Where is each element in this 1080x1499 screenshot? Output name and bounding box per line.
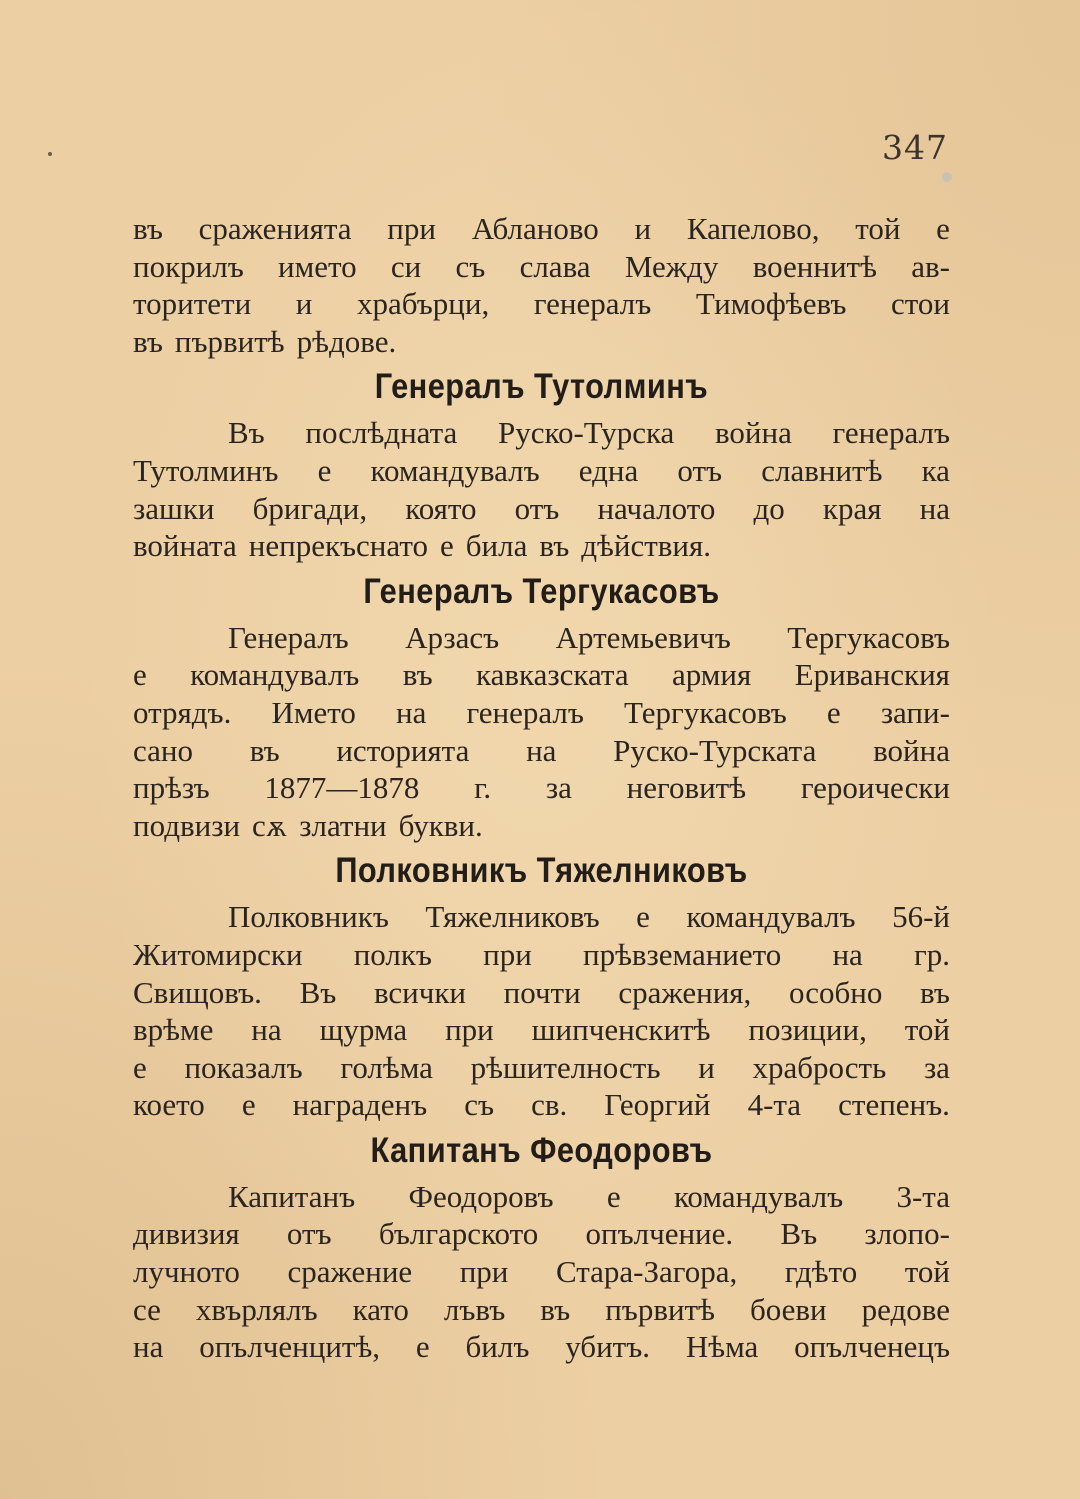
word: на [526, 732, 557, 768]
word: гр. [914, 936, 950, 972]
word: шипченскитѣ [531, 1012, 711, 1048]
word: Стара-Загора, [555, 1254, 738, 1290]
word: съ [455, 248, 486, 284]
word: зашки [133, 490, 215, 526]
word: война [873, 732, 950, 768]
word: 3-та [896, 1178, 950, 1214]
word: билъ [465, 1329, 530, 1365]
text-line [133, 1215, 950, 1253]
word: Георгий [604, 1087, 711, 1123]
page-number: 347 [882, 128, 948, 167]
word: той [904, 1254, 950, 1290]
word: гдѣто [784, 1254, 858, 1290]
word: сражения, [618, 974, 752, 1010]
word: особно [788, 974, 883, 1010]
text-line [133, 248, 950, 286]
word: дѣйствия. [581, 528, 711, 564]
word: Руско-Турска [498, 415, 675, 451]
word: една [578, 452, 639, 488]
word: първитѣ [605, 1291, 715, 1327]
word: Ериванския [794, 657, 950, 693]
word: Полковникъ [228, 899, 389, 935]
word: Нѣма [685, 1329, 759, 1365]
word: показалъ [184, 1049, 303, 1085]
section-tergukasov [133, 565, 950, 845]
word: въ [402, 657, 433, 693]
section-heading: Полковникъ Тяжелниковъ [335, 851, 748, 891]
word: златни [299, 807, 387, 843]
word: торитети [133, 286, 252, 322]
word: сраженията [198, 211, 352, 246]
word: и [295, 286, 313, 322]
word: била [465, 528, 528, 564]
text-line [133, 490, 950, 528]
word: г. [474, 770, 492, 806]
word: което [133, 1087, 205, 1123]
text-line [133, 974, 950, 1012]
word: генералъ [832, 415, 950, 451]
word: 56-й [892, 899, 950, 935]
intro-paragraph [133, 210, 950, 360]
text-line [133, 414, 950, 452]
word: е [826, 694, 841, 730]
word: въ [540, 1291, 571, 1327]
word: въ [133, 211, 163, 246]
section-tyazhelnikov [133, 844, 950, 1124]
word: позиции, [748, 1012, 867, 1048]
text-line [133, 1291, 950, 1329]
word: отъ [286, 1216, 332, 1252]
word: командувалъ [190, 657, 360, 693]
word: врѣме [133, 1012, 214, 1048]
word: всички [373, 974, 466, 1010]
section-heading: Генералъ Тутолминъ [374, 367, 709, 407]
word: неговитѣ [626, 770, 747, 806]
word: при [459, 1254, 509, 1290]
word: Тимофѣевъ [695, 286, 847, 322]
word: на [832, 936, 863, 972]
word: при [445, 1012, 494, 1048]
section-feodorov [133, 1124, 950, 1366]
word: голѣма [340, 1049, 433, 1085]
word: историята [336, 732, 470, 768]
word: убитъ. [565, 1329, 650, 1365]
word: той [904, 1012, 950, 1048]
word: си [390, 248, 422, 284]
word: при [387, 211, 436, 246]
text-line [133, 807, 950, 845]
word: края [822, 490, 882, 526]
word: отъ [514, 490, 560, 526]
word: лучното [133, 1254, 240, 1290]
word: армия [672, 657, 752, 693]
word: война [714, 415, 792, 451]
word: отъ [677, 452, 723, 488]
word: Името [271, 694, 356, 730]
word: при [483, 936, 532, 972]
word: въ [249, 732, 280, 768]
word: Артемьевичъ [555, 619, 731, 655]
word: награденъ [292, 1087, 428, 1123]
word: се [133, 1291, 161, 1327]
section-heading: Генералъ Тергукасовъ [363, 571, 720, 611]
word: Арзасъ [405, 619, 500, 655]
page-body [133, 210, 950, 1366]
section-heading: Капитанъ Феодоровъ [370, 1130, 713, 1170]
word: 1877—1878 [264, 770, 420, 806]
word: послѣдната [305, 415, 458, 451]
word: Въ [780, 1216, 818, 1252]
text-line [133, 769, 950, 807]
word: Тяжелниковъ [425, 899, 600, 935]
text-line [133, 1328, 950, 1366]
word: началото [597, 490, 716, 526]
word: Свищовъ. [133, 974, 262, 1010]
word: името [278, 248, 357, 284]
text-line [133, 285, 950, 323]
word: бригади, [252, 490, 368, 526]
word: прѣвземанието [582, 936, 782, 972]
word: стои [890, 286, 950, 322]
word: войната [133, 528, 237, 564]
word: опълченцитѣ, [199, 1329, 381, 1365]
word: Въ [228, 415, 265, 451]
word: командувалъ [686, 899, 856, 935]
word: Абланово [471, 211, 599, 246]
text-line [133, 210, 950, 248]
word: генералъ [466, 694, 584, 730]
word: съ [464, 1087, 494, 1123]
paper-dot [942, 172, 952, 182]
word: Генералъ [228, 619, 349, 655]
text-line [133, 1049, 950, 1087]
word: храбрость [752, 1049, 887, 1085]
word: Житомирски [133, 936, 303, 972]
word: героически [800, 770, 950, 806]
text-line [133, 527, 950, 565]
text-line [133, 732, 950, 770]
text-line [133, 694, 950, 732]
word: генералъ [533, 286, 652, 322]
word: 4-та [747, 1087, 802, 1123]
word: въ [920, 974, 950, 1010]
word: на [395, 694, 427, 730]
word: редове [861, 1291, 950, 1327]
word: рѣдове. [296, 323, 397, 359]
text-line [133, 656, 950, 694]
word: Тергукасовъ [624, 694, 787, 730]
text-line [133, 1086, 950, 1124]
word: е [415, 1329, 430, 1365]
word: като [352, 1291, 409, 1327]
word: на [919, 490, 950, 526]
word: рѣшителность [470, 1049, 661, 1085]
word: сано [133, 732, 193, 768]
word: първитѣ [174, 323, 285, 359]
word: Феодоровъ [408, 1178, 554, 1214]
word: прѣзъ [133, 770, 210, 806]
word: почти [503, 974, 581, 1010]
word: Капелово, [686, 211, 820, 246]
word: славнитѣ [761, 452, 883, 488]
word: за [923, 1049, 950, 1085]
section-tutolmin [133, 360, 950, 564]
word: за [545, 770, 572, 806]
word: сѫ [252, 807, 288, 843]
word: командувалъ [370, 452, 540, 488]
word: Въ [299, 974, 337, 1010]
word: на [133, 1329, 164, 1365]
word: щурма [319, 1012, 408, 1048]
word: е [636, 899, 650, 935]
word: която [405, 490, 477, 526]
text-line [133, 323, 950, 361]
text-line [133, 452, 950, 490]
word: лъвъ [443, 1291, 506, 1327]
word: ка [921, 452, 950, 488]
word: и [698, 1049, 715, 1085]
text-line [133, 619, 950, 657]
text-line [133, 1178, 950, 1216]
word: степенъ. [838, 1087, 950, 1123]
text-line [133, 936, 950, 974]
word: Тутолминъ [133, 452, 279, 488]
word: българското [378, 1216, 539, 1252]
word: кавказската [476, 657, 629, 693]
word: той [855, 211, 901, 246]
word: дивизия [133, 1216, 240, 1252]
word: Руско-Турската [613, 732, 817, 768]
word: хвърлялъ [195, 1291, 318, 1327]
word: е [133, 1049, 147, 1085]
word: е [439, 528, 454, 564]
word: ав- [911, 248, 950, 284]
word: е [133, 657, 147, 693]
word: на [251, 1012, 282, 1048]
word: опълчение. [585, 1216, 734, 1252]
word: покрилъ [133, 248, 244, 284]
word: е [936, 211, 950, 246]
text-line [133, 898, 950, 936]
word: до [753, 490, 785, 526]
word: въ [133, 323, 163, 359]
word: полкъ [353, 936, 432, 972]
word: е [606, 1178, 621, 1214]
word: Тергукасовъ [787, 619, 950, 655]
word: въ [539, 528, 570, 564]
word: св. [531, 1087, 568, 1123]
word: военнитѣ [752, 248, 877, 284]
word: Между [624, 248, 719, 284]
word: запи- [880, 694, 950, 730]
word: букви. [398, 807, 483, 843]
paper-speck [48, 152, 52, 156]
word: Капитанъ [228, 1178, 356, 1214]
word: храбърци, [357, 286, 490, 322]
word: сражение [287, 1254, 413, 1290]
word: боеви [749, 1291, 827, 1327]
word: непрекъснато [248, 528, 428, 564]
word: и [634, 211, 652, 246]
word: отрядъ. [133, 694, 232, 730]
word: е [317, 452, 332, 488]
word: подвизи [133, 807, 241, 843]
text-line [133, 1011, 950, 1049]
word: опълченецъ [794, 1329, 950, 1365]
word: командувалъ [673, 1178, 844, 1214]
word: е [241, 1087, 256, 1123]
text-line [133, 1253, 950, 1291]
word: злопо- [864, 1216, 950, 1252]
word: слава [519, 248, 591, 284]
